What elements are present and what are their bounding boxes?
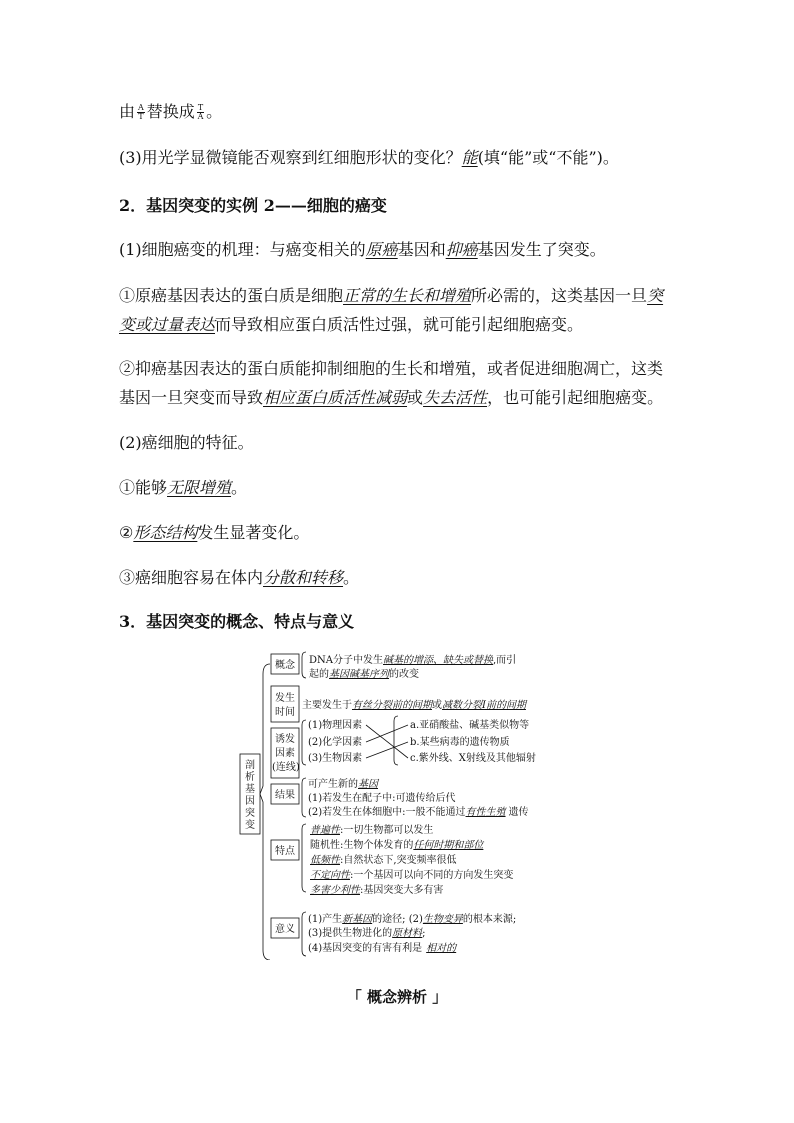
text: 遗传 xyxy=(508,807,529,818)
text: :一切生物都可以发生 xyxy=(340,825,434,836)
result-line-2: (1)若发生在配子中:可遗传给后代 xyxy=(308,793,456,804)
label-time-1: 发生 xyxy=(275,693,295,704)
answer: 能 xyxy=(461,148,478,167)
text: 基因和 xyxy=(397,240,446,259)
text: 可产生新的 xyxy=(308,779,358,790)
label-result: 结果 xyxy=(275,790,295,801)
section-heading-2: 2．基因突变的实例 2——细胞的癌变 xyxy=(119,196,387,215)
text: 替换成 xyxy=(146,102,195,121)
feature-line-4 xyxy=(310,868,513,881)
keyword: 失去活性 xyxy=(423,388,488,407)
text: ①能够 xyxy=(119,478,168,497)
denominator: T xyxy=(138,112,144,121)
root-char: 析 xyxy=(245,772,255,783)
keyword: 新基因 xyxy=(342,914,373,925)
result-line-3 xyxy=(308,805,529,818)
paragraph-protooncogene-l2 xyxy=(119,314,583,336)
root-char: 剖 xyxy=(245,760,255,771)
text: 的途径; (2) xyxy=(372,914,423,925)
keyword: 分散和转移 xyxy=(263,568,344,587)
question-3 xyxy=(119,147,619,169)
text: 随机性:生物个体发育的 xyxy=(310,840,414,851)
keyword: 减数分裂Ⅰ前的间期 xyxy=(442,700,526,711)
text: 而导致相应蛋白质活性过强，就可能引起细胞癌变。 xyxy=(215,315,584,334)
keyword: 有丝分裂前的间期 xyxy=(352,700,432,711)
keyword: 原癌 xyxy=(365,240,398,259)
text: :自然状态下,突变频率很低 xyxy=(340,855,457,866)
concept-line-1 xyxy=(309,653,516,666)
cause-left-1: (1)物理因素 xyxy=(308,720,363,731)
bracket-cause xyxy=(302,720,306,765)
meaning-line-3 xyxy=(308,941,458,954)
feature-line-3 xyxy=(310,853,457,866)
text: ①原癌基因表达的蛋白质是细胞 xyxy=(119,286,344,305)
cause-left-2: (2)化学因素 xyxy=(308,737,363,748)
result-line-1 xyxy=(308,777,380,790)
bracket-cause-right xyxy=(394,716,398,765)
text: ② xyxy=(119,523,134,542)
keyword: 相对的 xyxy=(426,943,457,954)
keyword: 不定向性 xyxy=(310,870,350,881)
text: ③癌细胞容易在体内 xyxy=(119,568,264,587)
keyword: 相应蛋白质活性减弱 xyxy=(263,388,408,407)
label-cause-2: 因素 xyxy=(275,748,295,759)
concept-analysis-title: 「 概念辨析 」 xyxy=(346,988,448,1006)
text: 起的 xyxy=(309,669,329,680)
match-line-biological xyxy=(366,742,408,758)
cause-right-b: b.某些病毒的遗传物质 xyxy=(410,737,510,748)
meaning-line-1 xyxy=(308,912,516,925)
text: (2)若发生在体细胞中:一般不能通过 xyxy=(308,807,466,818)
keyword: 突 xyxy=(647,286,664,305)
feature-3 xyxy=(119,567,359,589)
cause-right-c: c.紫外线、X射线及其他辐射 xyxy=(410,753,536,764)
keyword: 多害少利性 xyxy=(310,885,360,896)
bracket-concept xyxy=(302,652,306,678)
text: (填“能”或“不能”)。 xyxy=(477,148,619,167)
cancer-features-heading: (2)癌细胞的特征。 xyxy=(119,433,254,452)
feature-line-1 xyxy=(310,823,433,836)
paragraph-protooncogene-l1 xyxy=(119,285,663,307)
text: 。 xyxy=(343,568,360,587)
text: (3)提供生物进化的 xyxy=(308,928,393,939)
text: ; xyxy=(422,928,426,939)
numerator: T xyxy=(197,103,204,112)
text: 基因一旦突变而导致 xyxy=(119,388,264,407)
label-feature: 特点 xyxy=(275,846,295,857)
label-time-2: 时间 xyxy=(275,707,295,718)
keyword: 正常的生长和增殖 xyxy=(343,286,472,305)
text: (1)细胞癌变的机理：与癌变相关的 xyxy=(119,240,366,259)
keyword: 变或过量表达 xyxy=(119,315,216,334)
text: (4)基因突变的有害有利是 xyxy=(308,943,423,954)
bracket-result xyxy=(302,778,306,817)
label-meaning: 意义 xyxy=(275,924,295,935)
denominator: A xyxy=(197,112,204,121)
gene-mutation-concept-map xyxy=(236,650,556,960)
root-char: 变 xyxy=(245,820,255,831)
keyword: 无限增殖 xyxy=(167,478,232,497)
keyword: 碱基的增添、缺失或替换 xyxy=(383,655,493,666)
paragraph-mechanism xyxy=(119,239,606,261)
concept-line-2 xyxy=(309,667,419,680)
cause-right-a: a.亚硝酸盐、碱基类似物等 xyxy=(410,720,530,731)
root-char: 突 xyxy=(245,808,255,819)
match-line-chemical xyxy=(366,725,408,742)
keyword: 原材料 xyxy=(392,928,423,939)
numerator: A xyxy=(138,103,144,112)
formula-line xyxy=(119,101,222,123)
fraction-t-over-a xyxy=(197,104,204,121)
fraction-a-over-t xyxy=(137,104,145,121)
text: 的改变 xyxy=(389,669,419,680)
feature-line-5 xyxy=(310,883,443,896)
meaning-line-2 xyxy=(308,926,426,939)
main-bracket xyxy=(260,664,270,960)
text: 或 xyxy=(407,388,424,407)
text: DNA分子中发生 xyxy=(309,655,383,666)
keyword: 生物变异 xyxy=(422,914,463,925)
root-char: 因 xyxy=(245,796,255,807)
text: :一个基因可以向不同的方向发生突变 xyxy=(350,870,514,881)
keyword: 形态结构 xyxy=(133,523,198,542)
time-line xyxy=(302,698,528,711)
keyword: 抑癌 xyxy=(445,240,478,259)
match-line-physical xyxy=(366,725,408,758)
label-concept: 概念 xyxy=(275,660,295,671)
section-heading-3: 3．基因突变的概念、特点与意义 xyxy=(119,612,355,631)
root-char: 基 xyxy=(245,784,255,795)
cause-left-3: (3)生物因素 xyxy=(308,753,363,764)
text: (3)用光学显微镜能否观察到红细胞形状的变化？ xyxy=(119,148,462,167)
text: ②抑癌基因表达的蛋白质能抑制细胞的生长和增殖，或者促进细胞凋亡，这类 xyxy=(119,359,664,378)
text: :基因突变大多有害 xyxy=(360,885,444,896)
label-cause-3: (连线) xyxy=(272,762,300,773)
feature-1 xyxy=(119,477,247,499)
text: 由 xyxy=(119,102,136,121)
text: 所必需的，这类基因一旦 xyxy=(471,286,648,305)
text: 。 xyxy=(231,478,248,497)
text: ，也可能引起细胞癌变。 xyxy=(487,388,664,407)
text: 发生显著变化。 xyxy=(197,523,310,542)
keyword: 有性生殖 xyxy=(465,807,506,818)
text: 基因发生了突变。 xyxy=(477,240,606,259)
feature-2 xyxy=(119,522,309,544)
paragraph-suppressor-l2 xyxy=(119,387,663,409)
text: 主要发生于 xyxy=(302,700,352,711)
keyword: 普遍性 xyxy=(310,825,340,836)
text: 或 xyxy=(432,700,442,711)
paragraph-suppressor-l1 xyxy=(119,358,663,380)
keyword: 低频性 xyxy=(310,855,340,866)
label-cause-1: 诱发 xyxy=(275,734,295,745)
text: 的根本来源; xyxy=(462,914,517,925)
text: (1)产生 xyxy=(308,914,343,925)
keyword: 基因 xyxy=(358,779,378,790)
keyword: 任何时期和部位 xyxy=(413,840,484,851)
keyword: 基因碱基序列 xyxy=(329,669,389,680)
text: 。 xyxy=(206,102,223,121)
feature-line-2 xyxy=(310,838,484,851)
bracket-feature xyxy=(302,824,306,892)
text: ,而引 xyxy=(493,655,517,666)
bracket-meaning xyxy=(302,912,306,956)
